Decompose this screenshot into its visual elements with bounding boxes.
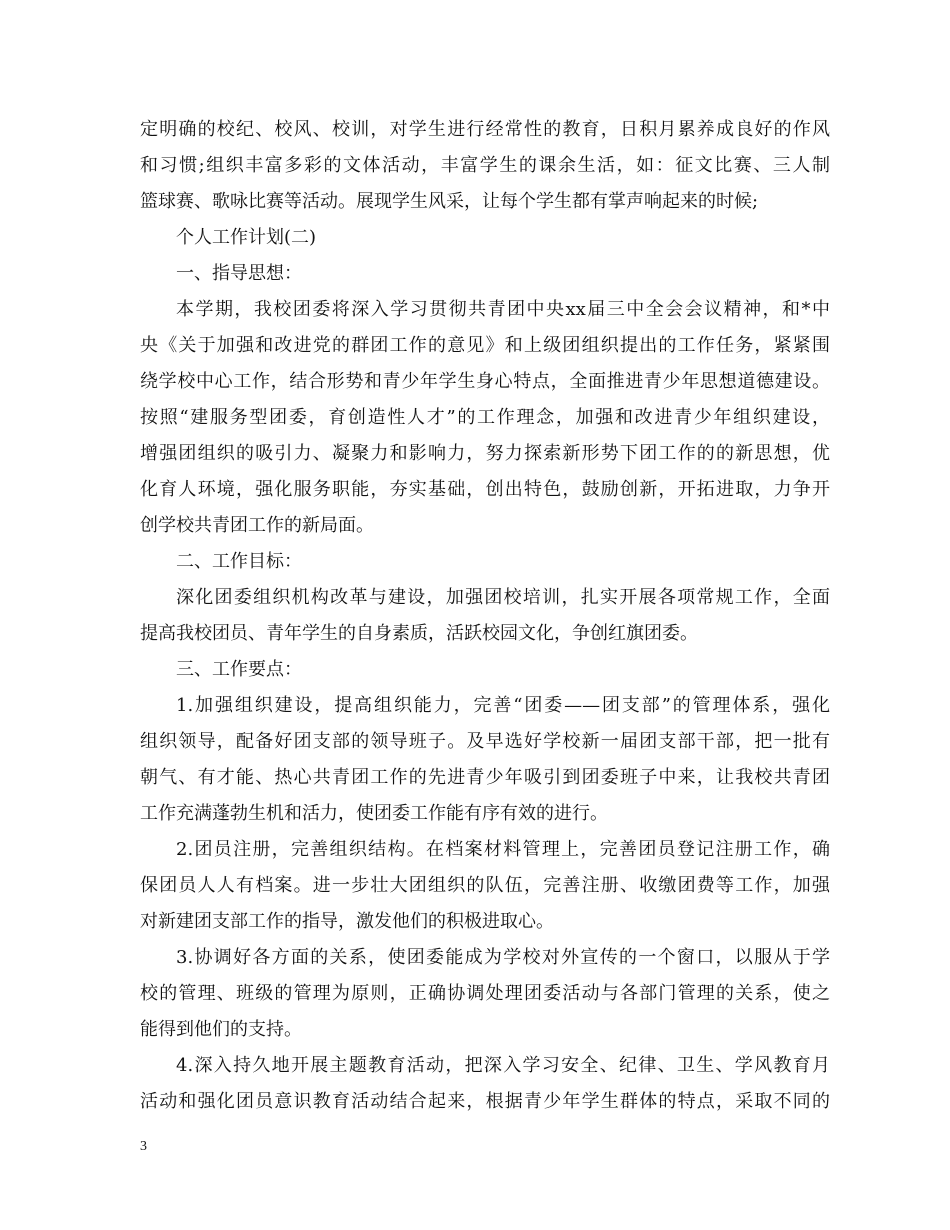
section-heading: 一、指导思想： (176, 263, 302, 284)
text-line: 化育人环境，强化服务职能，夯实基础，创出特色，鼓励创新，开拓进取，力争开 (140, 479, 830, 500)
page-number: 3 (140, 1139, 147, 1154)
text-line: 创学校共青团工作的新局面。 (140, 515, 374, 536)
text-line: 工作充满蓬勃生机和活力，使团委工作能有序有效的进行。 (140, 803, 608, 824)
text-line: 校的管理、班级的管理为原则，正确协调处理团委活动与各部门管理的关系，使之 (140, 983, 830, 1004)
text-line: 朝气、有才能、热心共青团工作的先进青少年吸引到团委班子中来，让我校共青团 (140, 767, 830, 788)
text-line: 组织领导，配备好团支部的领导班子。及早选好学校新一届团支部干部，把一批有 (140, 731, 830, 752)
text-line: 对新建团支部工作的指导，激发他们的积极进取心。 (140, 911, 554, 932)
text-line: 按照“建服务型团委，育创造性人才”的工作理念，加强和改进青少年组织建设， (140, 407, 830, 428)
text-line: 4.深入持久地开展主题教育活动，把深入学习安全、纪律、卫生、学风教育月 (176, 1055, 830, 1076)
text-line: 能得到他们的支持。 (140, 1019, 302, 1040)
text-line: 3.协调好各方面的关系，使团委能成为学校对外宣传的一个窗口，以服从于学 (176, 947, 830, 968)
text-line: 定明确的校纪、校风、校训，对学生进行经常性的教育，日积月累养成良好的作风 (140, 119, 830, 140)
text-line: 提高我校团员、青年学生的自身素质，活跃校园文化，争创红旗团委。 (140, 623, 698, 644)
section-heading: 二、工作目标： (176, 551, 302, 572)
text-line: 增强团组织的吸引力、凝聚力和影响力，努力探索新形势下团工作的的新思想，优 (140, 443, 830, 464)
text-line: 央《关于加强和改进党的群团工作的意见》和上级团组织提出的工作任务，紧紧围 (140, 335, 830, 356)
text-line: 本学期，我校团委将深入学习贯彻共青团中央xx届三中全会会议精神，和*中 (176, 299, 830, 320)
text-line: 保团员人人有档案。进一步壮大团组织的队伍，完善注册、收缴团费等工作，加强 (140, 875, 830, 896)
text-line: 2.团员注册，完善组织结构。在档案材料管理上，完善团员登记注册工作，确 (176, 839, 830, 860)
document-body (140, 112, 830, 1120)
section-heading: 个人工作计划(二) (176, 227, 317, 248)
text-line: 篮球赛、歌咏比赛等活动。展现学生风采，让每个学生都有掌声响起来的时候; (140, 191, 759, 212)
section-heading: 三、工作要点： (176, 659, 302, 680)
text-line: 1.加强组织建设，提高组织能力，完善“团委——团支部”的管理体系，强化 (176, 695, 830, 716)
text-line: 深化团委组织机构改革与建设，加强团校培训，扎实开展各项常规工作，全面 (176, 587, 830, 608)
text-line: 绕学校中心工作，结合形势和青少年学生身心特点，全面推进青少年思想道德建设。 (140, 371, 830, 392)
text-line: 活动和强化团员意识教育活动结合起来，根据青少年学生群体的特点，采取不同的 (140, 1091, 830, 1112)
text-line: 和习惯;组织丰富多彩的文体活动，丰富学生的课余生活，如：征文比赛、三人制 (140, 155, 830, 176)
